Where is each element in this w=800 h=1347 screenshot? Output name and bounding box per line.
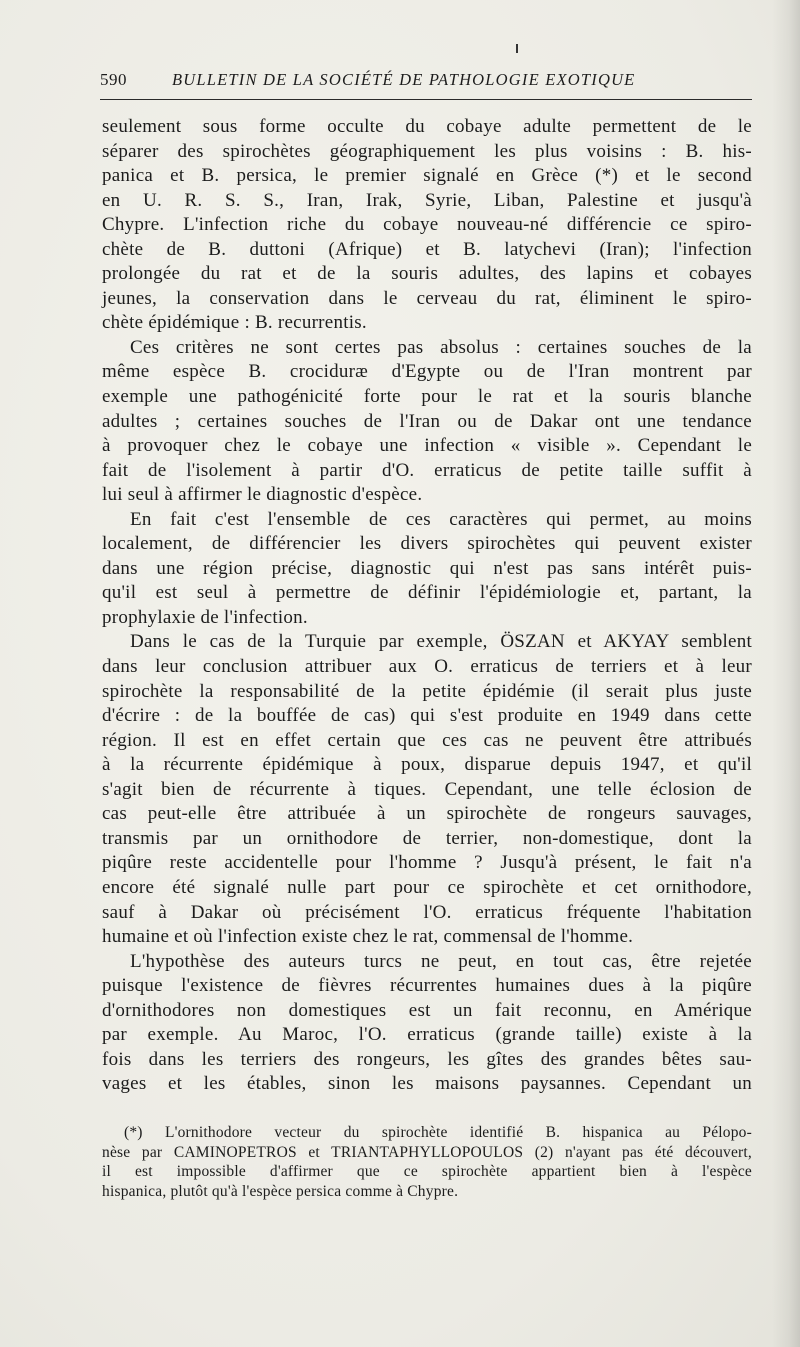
text-line: sauf à Dakar où précisément l'O. erraticus fréquente l'habitation xyxy=(102,901,752,923)
text-line: par exemple. Au Maroc, l'O. erraticus (grande taille) existe à la xyxy=(102,1024,752,1046)
text-line: lui seul à affirmer le diagnostic d'espèce. xyxy=(102,484,423,506)
body-text xyxy=(102,115,752,1097)
text-line: dans leur conclusion attribuer aux O. erraticus de terriers et à leur xyxy=(102,656,752,678)
page-number: 590 xyxy=(100,70,127,89)
text-line: L'hypothèse des auteurs turcs ne peut, en tout cas, être rejetée xyxy=(130,950,752,972)
running-head: BULLETIN DE LA SOCIÉTÉ DE PATHOLOGIE EXOTIQUE xyxy=(172,70,636,89)
text-line: encore été signalé nulle part pour ce spirochète et cet ornithodore, xyxy=(102,876,752,898)
text-line: En fait c'est l'ensemble de ces caractères qui permet, au moins xyxy=(130,508,752,530)
text-line: d'écrire : de la bouffée de cas) qui s'est produite en 1949 dans cette xyxy=(102,705,752,727)
text-line: chète de B. duttoni (Afrique) et B. latychevi (Iran); l'infection xyxy=(102,238,752,260)
text-line: prolongée du rat et de la souris adultes, des lapins et cobayes xyxy=(102,263,752,285)
text-line: en U. R. S. S., Iran, Irak, Syrie, Liban, Palestine et jusqu'à xyxy=(102,189,752,211)
text-line: chète épidémique : B. recurrentis. xyxy=(102,312,367,334)
text-line: même espèce B. crociduræ d'Egypte ou de l'Iran montrent par xyxy=(102,361,752,383)
text-line: fait de l'isolement à partir d'O. erraticus de petite taille suffit à xyxy=(102,459,752,481)
footnote-line: nèse par CAMINOPETROS et TRIANTAPHYLLOPOULOS (2) n'ayant pas été découvert, xyxy=(102,1143,752,1161)
footnote-line: hispanica, plutôt qu'à l'espèce persica comme à Chypre. xyxy=(102,1182,459,1200)
page-edge-shadow xyxy=(772,0,800,1347)
text-line: à la récurrente épidémique à poux, disparue depuis 1947, et qu'il xyxy=(102,754,752,776)
text-line: jeunes, la conservation dans le cerveau du rat, éliminent le spiro- xyxy=(102,287,752,309)
text-line: cas peut-elle être attribuée à un spirochète de rongeurs sauvages, xyxy=(102,803,752,825)
text-line: Dans le cas de la Turquie par exemple, ÖSZAN et AKYAY semblent xyxy=(130,631,752,653)
text-line: fois dans les terriers des rongeurs, les gîtes des grandes bêtes sau- xyxy=(102,1048,752,1070)
page-header xyxy=(100,70,752,94)
text-line: qu'il est seul à permettre de définir l'épidémiologie et, partant, la xyxy=(102,582,752,604)
text-line: Ces critères ne sont certes pas absolus : certaines souches de la xyxy=(130,336,752,358)
text-line: transmis par un ornithodore de terrier, non-domestique, dont la xyxy=(102,827,752,849)
text-line: localement, de différencier les divers spirochètes qui peuvent exister xyxy=(102,533,752,555)
text-line: dans une région précise, diagnostic qui n'est pas sans intérêt puis- xyxy=(102,557,752,579)
text-line: exemple une pathogénicité forte pour le rat et la souris blanche xyxy=(102,386,752,408)
text-line: vages et les étables, sinon les maisons paysannes. Cependant un xyxy=(102,1073,752,1095)
header-rule xyxy=(100,99,752,100)
text-line: région. Il est en effet certain que ces cas ne peuvent être attribués xyxy=(102,729,752,751)
text-line: prophylaxie de l'infection. xyxy=(102,606,308,628)
text-line: spirochète la responsabilité de la petite épidémie (il serait plus juste xyxy=(102,680,752,702)
footnote xyxy=(102,1123,752,1201)
text-line: d'ornithodores non domestiques est un fait reconnu, en Amérique xyxy=(102,999,752,1021)
text-line: à provoquer chez le cobaye une infection « visible ». Cependant le xyxy=(102,435,752,457)
footnote-line: (*) L'ornithodore vecteur du spirochète identifié B. hispanica au Pélopo- xyxy=(124,1124,752,1141)
print-mark xyxy=(516,44,518,53)
text-line: piqûre reste accidentelle pour l'homme ? Jusqu'à présent, le fait n'a xyxy=(102,852,752,874)
footnote-line: il est impossible d'affirmer que ce spirochète appartient bien à l'espèce xyxy=(102,1163,752,1181)
text-line: Chypre. L'infection riche du cobaye nouveau-né différencie ce spiro- xyxy=(102,214,752,236)
text-line: adultes ; certaines souches de l'Iran ou de Dakar ont une tendance xyxy=(102,410,752,432)
text-line: panica et B. persica, le premier signalé en Grèce (*) et le second xyxy=(102,165,752,187)
text-line: s'agit bien de récurrente à tiques. Cependant, une telle éclosion de xyxy=(102,778,752,800)
text-line: séparer des spirochètes géographiquement les plus voisins : B. his- xyxy=(102,140,752,162)
text-line: puisque l'existence de fièvres récurrentes humaines dues à la piqûre xyxy=(102,975,752,997)
text-line: seulement sous forme occulte du cobaye adulte permettent de le xyxy=(102,116,752,137)
text-line: humaine et où l'infection existe chez le rat, commensal de l'homme. xyxy=(102,926,634,948)
